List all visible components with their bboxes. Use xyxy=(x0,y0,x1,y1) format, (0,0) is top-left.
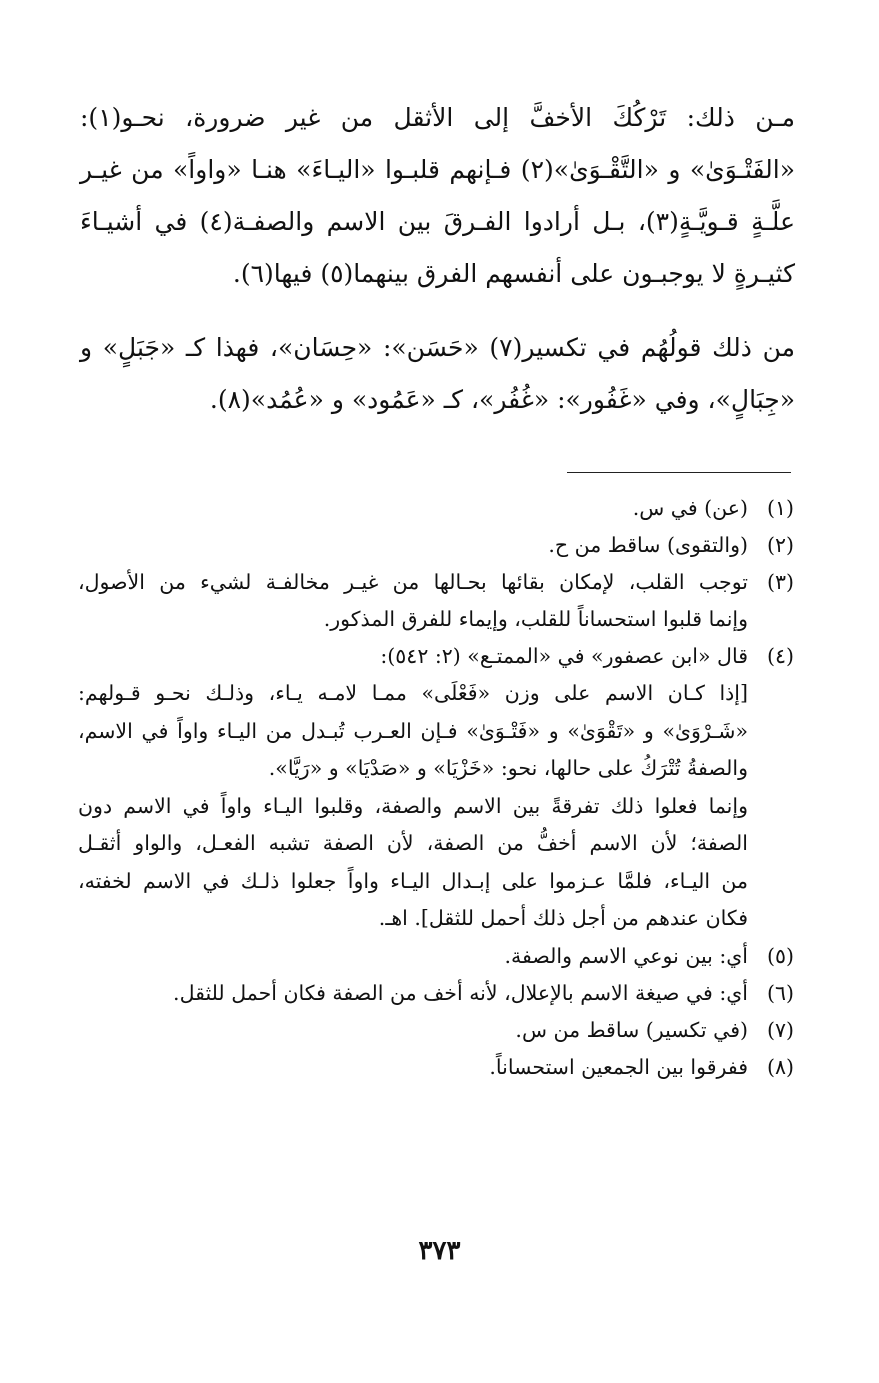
footnote-divider xyxy=(567,472,791,473)
footnote-line: قال «ابن عصفور» في «الممتـع» (٢: ٥٤٢): xyxy=(380,644,748,668)
footnote-text xyxy=(78,938,748,975)
footnote-number: (٦) xyxy=(766,980,794,1005)
footnote-number: (١) xyxy=(766,496,794,520)
main-paragraph: من ذلك قولُهُم في تكسير(٧) «حَسَن»: «حِسَان»، فهذا كـ «جَبَلٍ» و «جِبَالٍ»، وفي «غَفُور»: «غُفُر»، كـ «عَمُود» و «عُمُد»(٨). xyxy=(80,333,795,414)
quote-line: من اليـاء، فلمَّا عـزموا على إبـدال اليـاء واواً جعلوا ذلـك في الاسم لخفته، xyxy=(78,868,748,893)
footnotes xyxy=(78,490,794,1086)
footnote-line: (في تكسير) ساقط من س. xyxy=(515,1017,748,1042)
footnote-line: (والتقوى) ساقط من ح. xyxy=(548,533,748,557)
footnote-text xyxy=(78,1012,748,1049)
footnote-item xyxy=(78,1049,794,1086)
footnote-item xyxy=(78,490,794,527)
footnote-line: (عن) في س. xyxy=(632,496,748,520)
footnote-number: (٧) xyxy=(766,1017,794,1042)
footnote-line: ففرقوا بين الجمعين استحساناً. xyxy=(489,1054,748,1079)
quote-line: وإنما فعلوا ذلك تفرقةً بين الاسم والصفة، وقلبوا اليـاء واواً في الاسم دون xyxy=(78,793,748,818)
footnote-quote xyxy=(78,675,748,938)
quote-line: «شَـرْوَىٰ» و «تَقْوَىٰ» و «فَتْـوَىٰ» فـإن العـرب تُبـدل من اليـاء واواً في الاسم، xyxy=(78,718,748,743)
quote-line: [إذا كـان الاسم على وزن «فَعْلَى» ممـا لامـه يـاء، وذلـك نحـو قـولهم: xyxy=(78,681,748,705)
main-text xyxy=(80,92,795,426)
footnote-number: (٤) xyxy=(766,644,794,668)
footnote-item xyxy=(78,638,794,675)
page-number: ٣٧٣ xyxy=(418,1236,461,1266)
footnote-item xyxy=(78,975,794,1012)
footnote-text xyxy=(78,564,748,638)
footnote-number: (٥) xyxy=(766,943,794,968)
footnote-text xyxy=(78,975,748,1012)
footnote-text xyxy=(78,490,748,527)
footnote-line: وإنما قلبوا استحساناً للقلب، وإيماء للفرق المذكور. xyxy=(323,607,748,631)
main-paragraph: مـن ذلك: تَرْكُكَ الأخفَّ إلى الأثقل من غير ضرورة، نحـو(١): «الفَتْـوَىٰ» و «التَّقْـوَىٰ»(٢) فـإنهم قلبـوا «اليـاءَ» هنـا «واواً» من غيـر علَّـةٍ قـويَّـةٍ(٣)، بـل أرادوا الفـرقَ بين الاسم والصفـة(٤) في أشيـاءَ كثيـرةٍ لا يوجبـون على أنفسهم الفرق بينهما(٥) فيها(٦). xyxy=(80,103,796,288)
footnote-item xyxy=(78,564,794,638)
footnote-text xyxy=(78,527,748,564)
footnote-number: (٢) xyxy=(766,533,794,557)
footnote-number: (٨) xyxy=(766,1054,794,1079)
footnote-line: أي: بين نوعي الاسم والصفة. xyxy=(504,943,748,968)
quote-line: الصفة؛ لأن الاسم أخفُّ من الصفة، لأن الصفة تشبه الفعـل، والواو أثقـل xyxy=(78,831,748,855)
footnote-number: (٣) xyxy=(766,570,794,594)
footnote-line: أي: في صيغة الاسم بالإعلال، لأنه أخف من الصفة فكان أحمل للثقل. xyxy=(173,980,748,1005)
footnote-item xyxy=(78,527,794,564)
footnote-text xyxy=(78,638,748,675)
footnote-text xyxy=(78,1049,748,1086)
footnote-item xyxy=(78,938,794,975)
quote-line: والصفةُ تُتْرَكُ على حالها، نحو: «خَزْيَا» و «صَدْيَا» و «رَيَّا». xyxy=(268,756,748,780)
quote-line: فكان عندهم من أجل ذلك أحمل للثقل]. اهـ. xyxy=(378,906,748,930)
footnote-item xyxy=(78,1012,794,1049)
footnote-line: توجب القلب، لإمكان بقائها بحـالها من غيـر مخالفـة لشيء من الأصول، xyxy=(78,570,748,594)
